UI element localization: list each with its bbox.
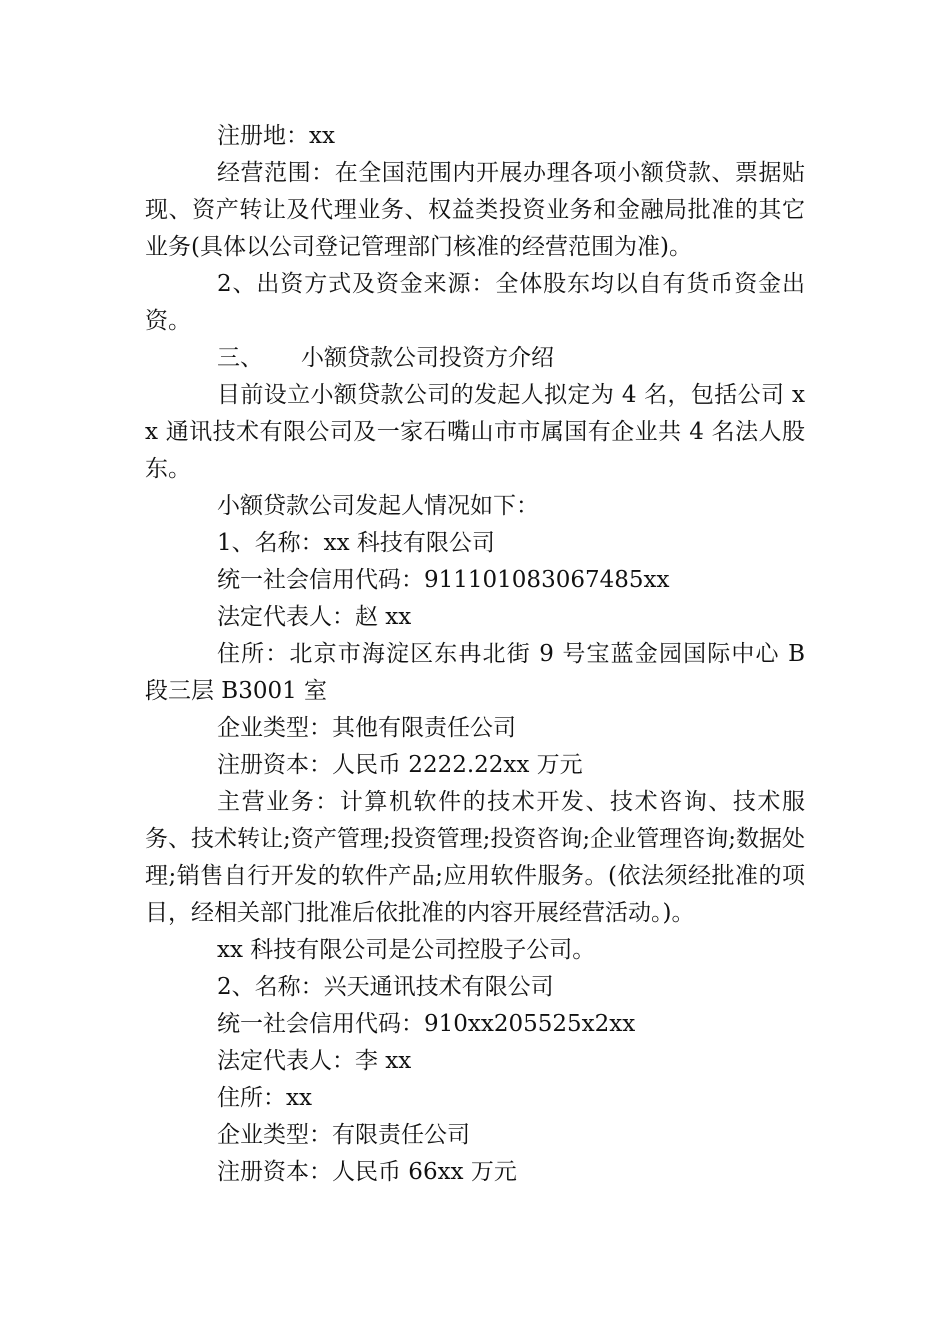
sponsor1-credit-code: 统一社会信用代码：911101083067485xx [217, 567, 670, 593]
sponsor1-registered-capital: 注册资本：人民币 2222.22xx 万元 [217, 752, 583, 778]
paragraph-sponsors-intro: 目前设立小额贷款公司的发起人拟定为 4 名，包括公司 xx 通讯技术有限公司及一家石嘴山市市属国有企业共 4 名法人股东。 [145, 382, 805, 482]
paragraph-registered-place: 注册地：xx [217, 123, 335, 149]
paragraph-business-scope: 经营范围：在全国范围内开展办理各项小额贷款、票据贴现、资产转让及代理业务、权益类投资业务和金融局批准的其它业务(具体以公司登记管理部门核准的经营范围为准)。 [145, 160, 805, 260]
sponsor2-address: 住所：xx [217, 1085, 312, 1111]
sponsor1-legal-rep: 法定代表人：赵 xx [217, 604, 412, 630]
sponsor1-subsidiary-note: xx 科技有限公司是公司控股子公司。 [217, 937, 596, 963]
sponsor2-registered-capital: 注册资本：人民币 66xx 万元 [217, 1159, 517, 1185]
section-number: 三、 [217, 345, 263, 371]
sponsor2-credit-code: 统一社会信用代码：910xx205525x2xx [217, 1011, 636, 1037]
sponsor1-address: 住所：北京市海淀区东冉北街 9 号宝蓝金园国际中心 B 段三层 B3001 室 [145, 641, 805, 704]
section-heading-investors [145, 340, 805, 377]
sponsor2-name: 2、名称：兴天通讯技术有限公司 [217, 974, 554, 1000]
section-title: 小额贷款公司投资方介绍 [301, 345, 554, 371]
sponsor2-legal-rep: 法定代表人：李 xx [217, 1048, 412, 1074]
document-body [145, 118, 805, 1191]
sponsor1-name: 1、名称：xx 科技有限公司 [217, 530, 495, 556]
paragraph-sponsors-list-intro: 小额贷款公司发起人情况如下： [217, 493, 539, 519]
paragraph-funding-source: 2、出资方式及资金来源：全体股东均以自有货币资金出资。 [145, 271, 805, 334]
sponsor2-company-type: 企业类型：有限责任公司 [217, 1122, 470, 1148]
sponsor1-company-type: 企业类型：其他有限责任公司 [217, 715, 516, 741]
sponsor1-main-business: 主营业务：计算机软件的技术开发、技术咨询、技术服务、技术转让;资产管理;投资管理;投资咨询;企业管理咨询;数据处理;销售自行开发的软件产品;应用软件服务。(依法须经批准的项目，经相关部门批准后依批准的内容开展经营活动。)。 [145, 789, 805, 926]
